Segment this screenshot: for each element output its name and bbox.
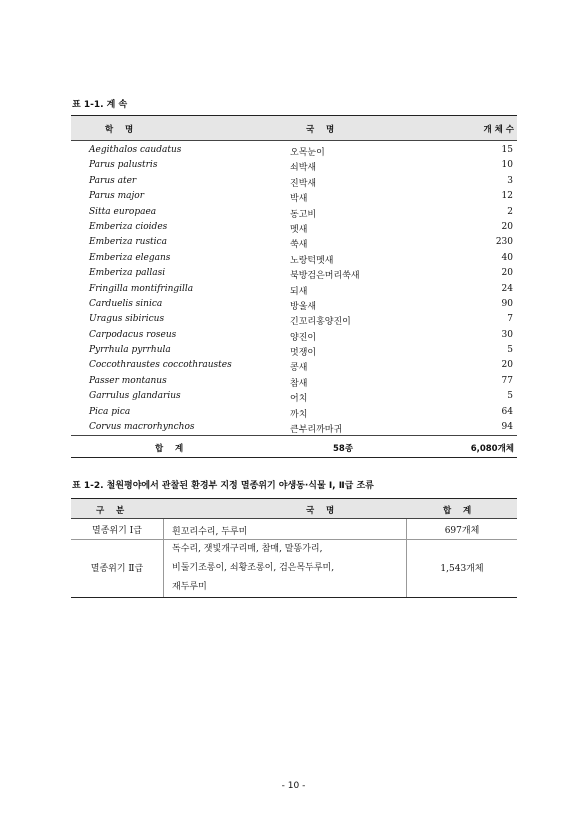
header-scientific-name: 학 명 — [105, 125, 134, 135]
table-row — [71, 205, 517, 220]
row-total: 1,543개체 — [440, 564, 484, 574]
table-row — [71, 312, 517, 327]
individual-count: 64 — [501, 406, 513, 417]
individual-count: 12 — [501, 191, 513, 202]
scientific-name: Carpodacus roseus — [89, 329, 177, 340]
scientific-name: Emberiza cioides — [89, 221, 168, 232]
scientific-name: Emberiza pallasi — [89, 268, 166, 279]
scientific-name: Emberiza rustica — [89, 237, 167, 248]
scientific-name: Carduelis sinica — [89, 298, 163, 309]
table-row — [71, 220, 517, 235]
korean-name: 멋쟁이 — [290, 348, 317, 359]
scientific-name: Parus major — [89, 191, 145, 202]
individual-count: 15 — [501, 145, 513, 155]
table-row — [71, 158, 517, 173]
table-row — [71, 266, 517, 281]
table-row — [71, 189, 517, 204]
korean-name: 진박새 — [290, 178, 317, 189]
scientific-name: Uragus sibiricus — [89, 314, 165, 325]
individual-count: 30 — [501, 329, 513, 340]
table1-total-row — [71, 435, 517, 458]
table-row — [71, 343, 517, 358]
header-count: 개 체 수 — [483, 125, 514, 135]
korean-name: 양진이 — [290, 332, 317, 343]
table-row — [71, 358, 517, 373]
individual-count: 20 — [501, 360, 513, 371]
korean-name: 쑥새 — [290, 240, 308, 251]
table-row — [71, 389, 517, 404]
table-row — [71, 174, 517, 189]
table-row — [71, 297, 517, 312]
grade: 멸종위기 Ⅰ급 — [92, 526, 142, 536]
korean-name: 멧새 — [290, 224, 308, 235]
table-row — [71, 328, 517, 343]
korean-name: 까치 — [290, 409, 308, 420]
korean-name: 박새 — [290, 194, 308, 205]
korean-name: 참새 — [290, 378, 308, 389]
total-count: 6,080개체 — [470, 444, 514, 455]
individual-count: 24 — [501, 283, 513, 294]
korean-name: 어치 — [290, 394, 308, 405]
table-row — [71, 519, 517, 540]
individual-count: 2 — [507, 206, 513, 217]
table-row — [71, 540, 517, 597]
table-row — [71, 251, 517, 266]
korean-name: 되새 — [290, 286, 308, 297]
korean-name: 쇠박새 — [290, 163, 317, 174]
individual-count: 94 — [501, 422, 513, 433]
total-label: 합 계 — [155, 444, 184, 455]
individual-count: 230 — [495, 237, 513, 248]
individual-count: 20 — [501, 268, 513, 279]
grade: 멸종위기 Ⅱ급 — [90, 564, 144, 574]
scientific-name: Coccothraustes coccothraustes — [89, 360, 232, 371]
species-line: 독수리, 잿빛개구리매, 참매, 말똥가리, — [172, 544, 323, 554]
species-line: 흰꼬리수리, 두루미 — [172, 527, 248, 537]
scientific-name: Parus palustris — [89, 160, 158, 171]
scientific-name: Corvus macrorhynchos — [89, 422, 195, 433]
individual-count: 5 — [507, 345, 513, 356]
korean-name: 큰부리까마귀 — [290, 425, 343, 436]
page-number: - 10 - — [281, 781, 306, 791]
table-row — [71, 405, 517, 420]
korean-name: 방울새 — [290, 301, 317, 312]
individual-count: 3 — [507, 175, 513, 186]
row-total: 697개체 — [444, 526, 480, 536]
header-total: 합 계 — [443, 506, 472, 516]
header-korean-name: 국 명 — [306, 506, 335, 516]
korean-name: 긴꼬리홍양진이 — [290, 317, 351, 328]
individual-count: 20 — [501, 221, 513, 232]
individual-count: 90 — [501, 298, 513, 309]
korean-name: 콩새 — [290, 363, 308, 374]
korean-name: 동고비 — [290, 209, 317, 220]
table1-header-row — [71, 115, 517, 141]
individual-count: 10 — [501, 160, 513, 171]
table-row — [71, 235, 517, 250]
scientific-name: Pyrrhula pyrrhula — [89, 345, 171, 356]
scientific-name: Parus ater — [89, 175, 137, 186]
table2-header-row — [71, 499, 517, 519]
header-korean-name: 국 명 — [306, 125, 335, 135]
species-line: 재두루미 — [172, 582, 207, 592]
total-species: 58종 — [333, 444, 354, 455]
scientific-name: Aegithalos caudatus — [89, 145, 182, 155]
species-line: 비둘기조롱이, 쇠황조롱이, 검은목두루미, — [172, 563, 335, 573]
table2-caption: 표 1-2. 철원평야에서 관찰된 환경부 지정 멸종위기 야생동·식물 Ⅰ, Ⅱ급 조류 — [72, 481, 374, 491]
table1-caption: 표 1-1. 계 속 — [72, 100, 128, 110]
individual-count: 5 — [507, 391, 513, 402]
korean-name: 북방검은머리쑥새 — [290, 271, 360, 282]
scientific-name: Garrulus glandarius — [89, 391, 181, 402]
scientific-name: Emberiza elegans — [89, 252, 171, 263]
scientific-name: Fringilla montifringilla — [89, 283, 194, 294]
individual-count: 77 — [501, 375, 513, 386]
table-row — [71, 374, 517, 389]
table-row — [71, 143, 517, 158]
table1-bird-counts — [71, 115, 517, 458]
individual-count: 40 — [501, 252, 513, 263]
scientific-name: Sitta europaea — [89, 206, 157, 217]
scientific-name: Passer montanus — [89, 375, 167, 386]
korean-name: 노랑턱멧새 — [290, 255, 334, 266]
table-row — [71, 282, 517, 297]
korean-name: 오목눈이 — [290, 148, 325, 158]
scientific-name: Pica pica — [89, 406, 131, 417]
individual-count: 7 — [507, 314, 513, 325]
header-grade: 구 분 — [96, 506, 125, 516]
table2-endangered-birds — [71, 498, 517, 598]
table1-body — [71, 141, 517, 435]
table-row — [71, 420, 517, 435]
